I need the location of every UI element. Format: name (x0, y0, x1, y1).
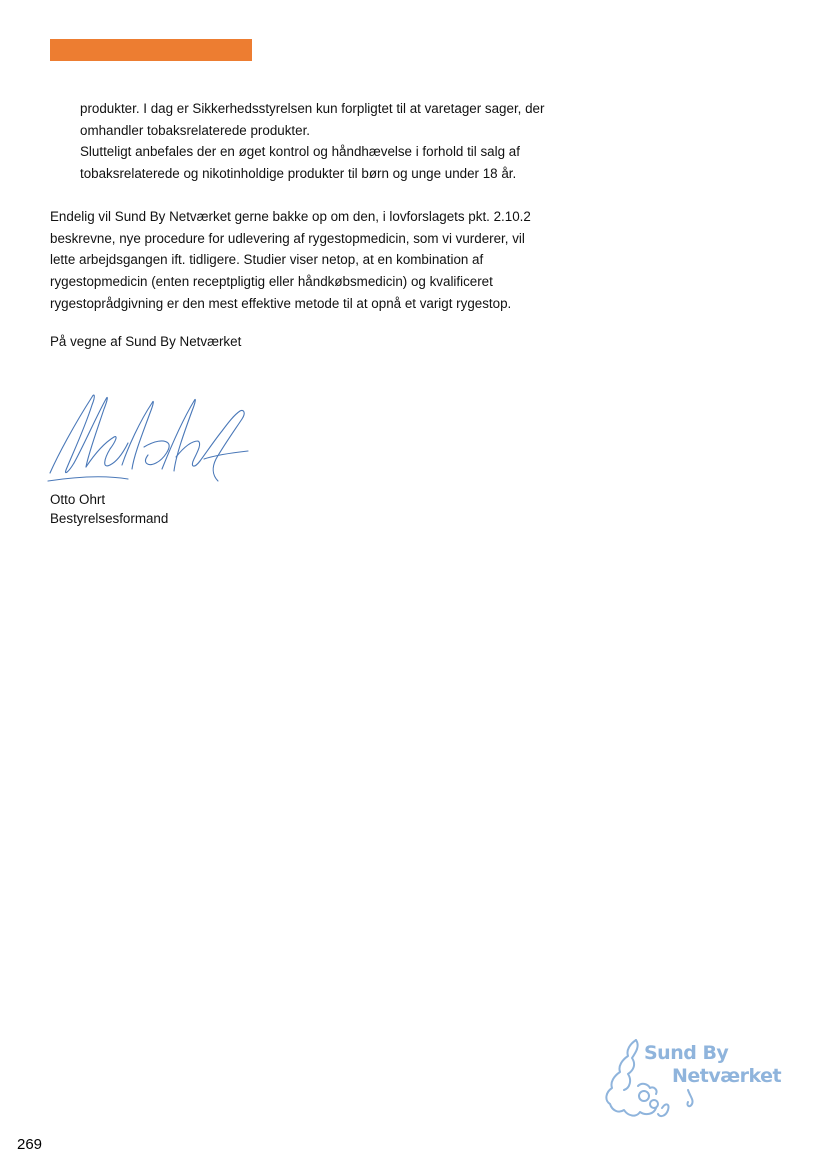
text-line: omhandler tobaksrelaterede produkter. (80, 122, 311, 138)
text-line: rygestoprådgivning er den mest effektive metode til at opnå et varigt rygestop. (50, 295, 512, 311)
body-paragraph (50, 206, 531, 315)
logo-text-line1: Sund By (644, 1042, 729, 1064)
text-line: rygestopmedicin (enten receptpligtig eller håndkøbsmedicin) og kvalificeret (50, 274, 493, 290)
signatory-block (50, 490, 168, 528)
signatory-name: Otto Ohrt (50, 492, 106, 507)
text-line: tobaksrelaterede og nikotinholdige produkter til børn og unge under 18 år. (80, 166, 517, 182)
sund-by-netvaerket-logo-icon (600, 1030, 785, 1125)
closing-line: På vegne af Sund By Netværket (50, 334, 242, 349)
logo-text-line2: Netværket (672, 1065, 782, 1087)
text-line: Endelig vil Sund By Netværket gerne bakke op om den, i lovforslagets pkt. 2.10.2 (50, 209, 531, 224)
text-line: beskrevne, nye procedure for udlevering af rygestopmedicin, som vi vurderer, vil (50, 230, 525, 246)
bullet-continuation-block (80, 98, 544, 185)
text-line: produkter. I dag er Sikkerhedsstyrelsen kun forpligtet til at varetager sager, der (80, 101, 545, 116)
text-line: Slutteligt anbefales der en øget kontrol og håndhævelse i forhold til salg af (80, 144, 520, 160)
signatory-title: Bestyrelsesformand (50, 511, 169, 526)
page-number: 269 (17, 1136, 43, 1153)
handwritten-signature-icon (44, 385, 254, 490)
text-line: lette arbejdsgangen ift. tidligere. Studier viser netop, at en kombination af (50, 252, 484, 268)
header-accent-bar (50, 39, 252, 61)
